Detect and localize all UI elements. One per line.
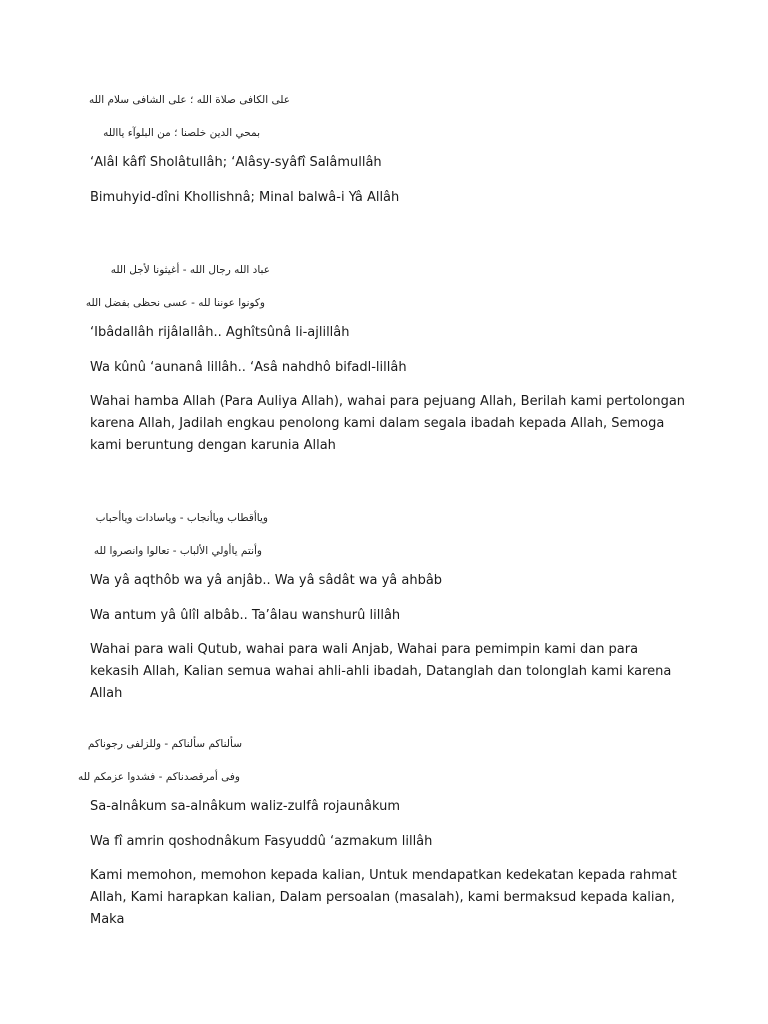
stanza-4 (77, 736, 690, 931)
latin-line: Wa antum yâ ûlîl albâb.. Ta’âlau wanshurû lillâh (90, 608, 401, 623)
arabic-line: وفى أمرقصدناكم - فشدوا عزمكم لله (77, 771, 240, 783)
latin-line: Bimuhyid-dîni Khollishnâ; Minal balwâ-i Yâ Allâh (90, 190, 400, 205)
arabic-line: عباد الله رجال الله - أغيثونا لأجل الله (110, 264, 270, 276)
arabic-line: وكونوا عوننا لله - عسى نحظى بفضل الله (85, 297, 265, 309)
arabic-line: على الكافى صلاة الله ؛ على الشافى سلام الله (88, 94, 290, 106)
arabic-line: سألناكم سألناكم - وللزلفى رجوناكم (87, 738, 242, 750)
arabic-line: وياأقطاب وياأنجاب - وياسادات وياأحباب (95, 512, 268, 524)
latin-line: Wa fî amrin qoshodnâkum Fasyuddû ‘azmakum lillâh (90, 834, 433, 849)
stanza-3 (90, 510, 690, 705)
latin-line: Sa-alnâkum sa-alnâkum waliz-zulfâ rojaunâkum (90, 799, 400, 814)
arabic-line: وأنتم ياأولي الألباب - تعالوا وانصروا لله (93, 545, 262, 557)
stanza-2 (85, 262, 690, 457)
latin-line: ‘Ibâdallâh rijâlallâh.. Aghîtsûnâ li-ajlillâh (90, 325, 350, 340)
arabic-line: بمحي الدين خلصنا ؛ من البلوآء ياالله (103, 127, 260, 139)
translation-paragraph: Wahai hamba Allah (Para Auliya Allah), wahai para pejuang Allah, Berilah kami pertolongan karena Allah, Jadilah engkau penolong kami dalam segala ibadah kepada Allah, Semoga kami beruntung dengan karunia Allah (90, 394, 686, 453)
translation-paragraph: Kami memohon, memohon kepada kalian, Untuk mendapatkan kedekatan kepada rahmat Allah, Kami harapkan kalian, Dalam persoalan (masalah), kami bermaksud kepada kalian, Maka (90, 868, 677, 927)
latin-line: Wa kûnû ‘aunanâ lillâh.. ‘Asâ nahdhô bifadl-lillâh (90, 360, 407, 375)
latin-line: ‘Alâl kâfî Sholâtullâh; ‘Alâsy-syâfî Salâmullâh (90, 155, 382, 170)
translation-paragraph: Wahai para wali Qutub, wahai para wali Anjab, Wahai para pemimpin kami dan para kekasih Allah, Kalian semua wahai ahli-ahli ibadah, Datanglah dan tolonglah kami karena Allah (90, 642, 672, 701)
latin-line: Wa yâ aqthôb wa yâ anjâb.. Wa yâ sâdât wa yâ ahbâb (90, 573, 443, 588)
stanza-1 (90, 92, 690, 209)
